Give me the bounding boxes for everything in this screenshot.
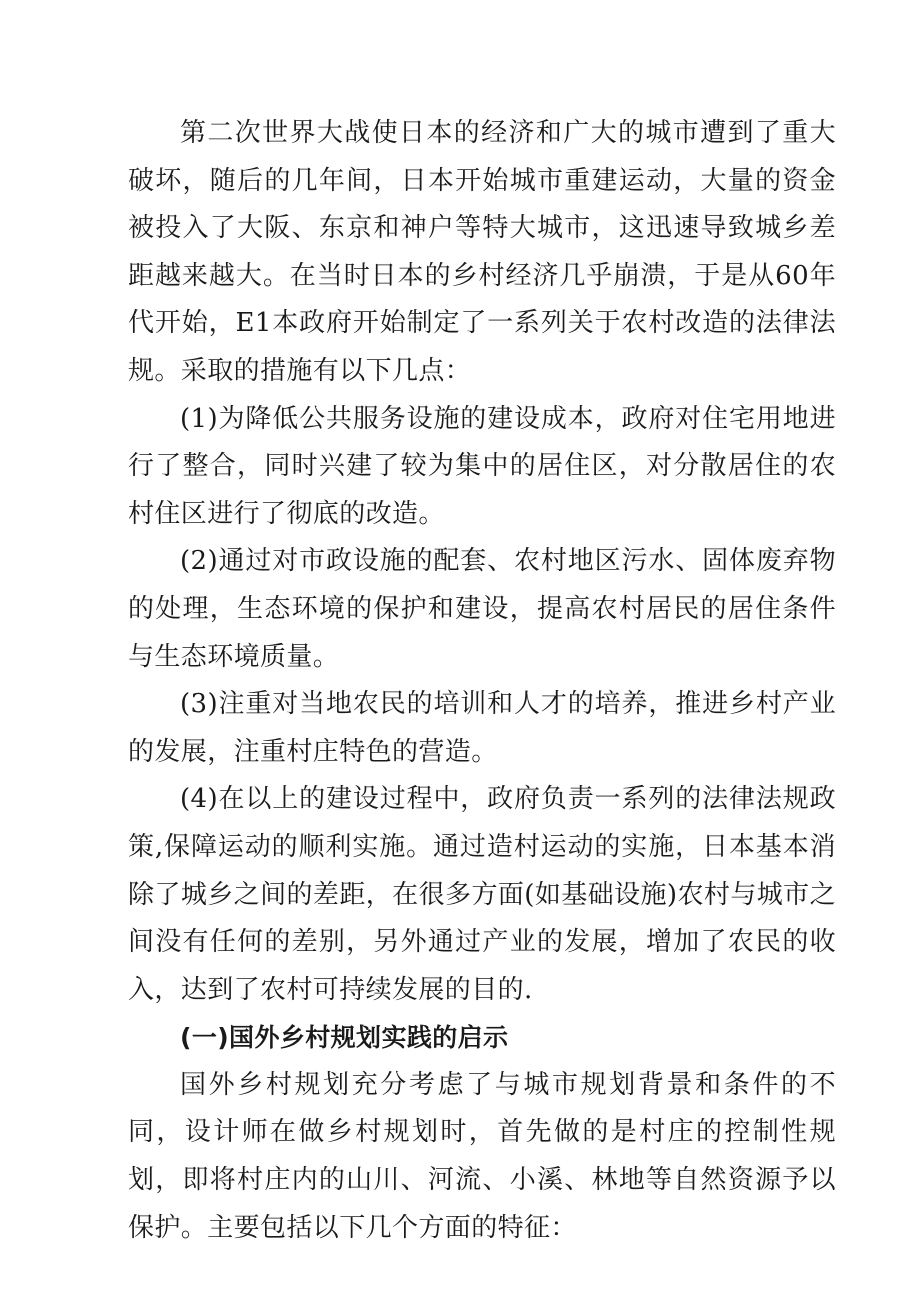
paragraph-measure-1: (1)为降低公共服务设施的建设成本，政府对住宅用地进行了整合，同时兴建了较为集中的居住区，对分散居住的农村住区进行了彻底的改造。 (128, 403, 836, 529)
section-heading: (一)国外乡村规划实践的启示 (180, 1023, 509, 1053)
paragraph-measure-4: (4)在以上的建设过程中，政府负责一系列的法律法规政策,保障运动的顺利实施。通过造村运动的实施，日本基本消除了城乡之间的差距，在很多方面(如基础设施)农村与城市之间没有任何的差别，另外通过产业的发展，增加了农民的收入，达到了农村可持续发展的目的. (128, 784, 836, 1005)
document-body (128, 110, 836, 1252)
paragraph-closing: 国外乡村规划充分考虑了与城市规划背景和条件的不同，设计师在做乡村规划时，首先做的是村庄的控制性规划，即将村庄内的山川、河流、小溪、林地等自然资源予以保护。主要包括以下几个方面的特征： (128, 1069, 836, 1243)
paragraph-japan-background: 第二次世界大战使日本的经济和广大的城市遭到了重大破坏，随后的几年间，日本开始城市重建运动，大量的资金被投入了大阪、东京和神户等特大城市，这迅速导致城乡差距越来越大。在当时日本的乡村经济几乎崩溃，于是从60年代开始，E1本政府开始制定了一系列关于农村改造的法律法规。采取的措施有以下几点： (128, 118, 836, 386)
paragraph-measure-3: (3)注重对当地农民的培训和人才的培养，推进乡村产业的发展，注重村庄特色的营造。 (128, 689, 836, 767)
paragraph-measure-2: (2)通过对市政设施的配套、农村地区污水、固体废弃物的处理，生态环境的保护和建设，提高农村居民的居住条件与生态环境质量。 (128, 546, 836, 672)
